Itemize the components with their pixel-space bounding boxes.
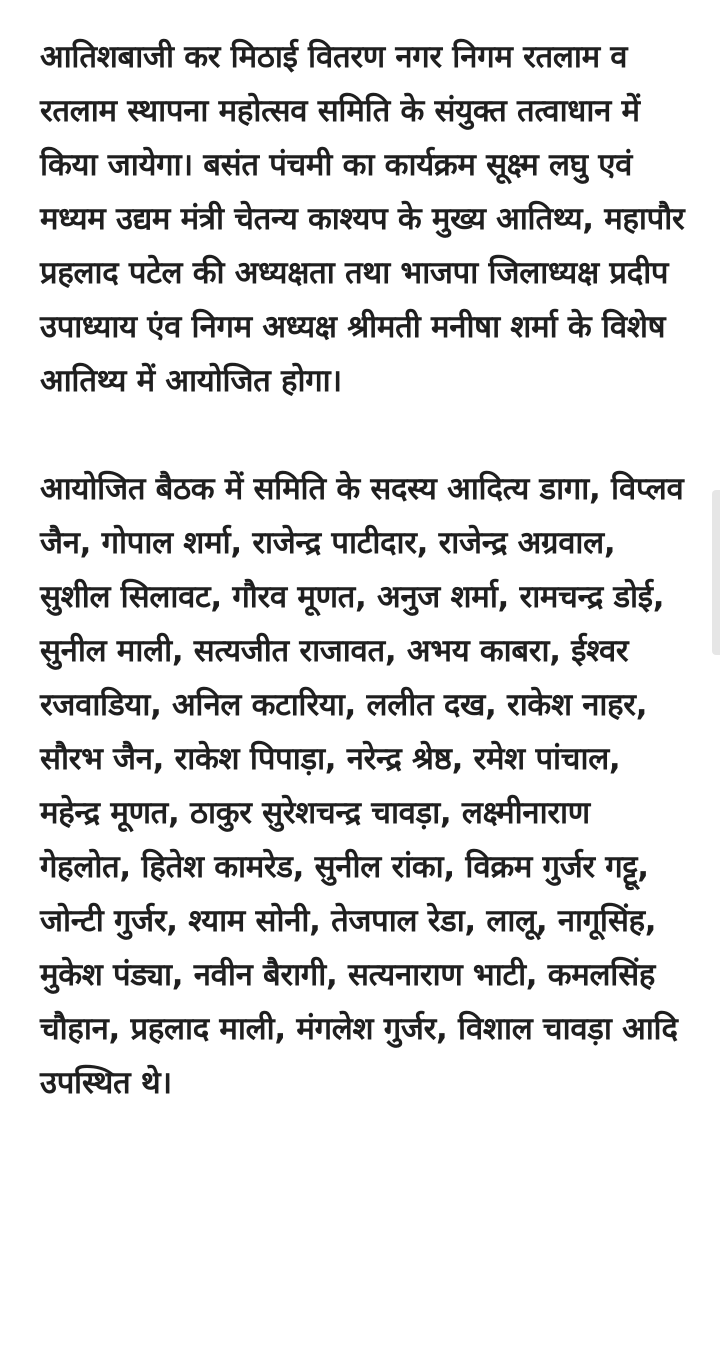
article-paragraph-1: आतिशबाजी कर मिठाई वितरण नगर निगम रतलाम व रतलाम स्थापना महोत्सव समिति के संयुक्त तत्वाधान में किया जायेगा। बसंत पंचमी का कार्यक्रम सूक्ष्म लघु एवं मध्यम उद्यम मंत्री चेतन्य काश्यप के मुख्य आतिथ्य, महापौर प्रहलाद पटेल की अध्यक्षता तथा भाजपा जिलाध्यक्ष प्रदीप उपाध्याय एंव निगम अध्यक्ष श्रीमती मनीषा शर्मा के विशेष आतिथ्य में आयोजित होगा। (40, 39, 685, 399)
scrollbar-thumb[interactable] (712, 490, 720, 655)
article-paragraph-2: आयोजित बैठक में समिति के सदस्य आदित्य डागा, विप्लव जैन, गोपाल शर्मा, राजेन्द्र पाटीदार, राजेन्द्र अग्रवाल, सुशील सिलावट, गौरव मूणत, अनुज शर्मा, रामचन्द्र डोई, सुनील माली, सत्यजीत राजावत, अभय काबरा, ईश्वर रजवाडिया, अनिल कटारिया, ललीत दख, राकेश नाहर, सौरभ जैन, राकेश पिपाड़ा, नरेन्द्र श्रेष्ठ, रमेश पांचाल, महेन्द्र मूणत, ठाकुर सुरेशचन्द्र चावड़ा, लक्ष्मीनाराण गेहलोत, हितेश कामरेड, सुनील रांका, विक्रम गुर्जर गट्टू, जोन्टी गुर्जर, श्याम सोनी, तेजपाल रेडा, लालू, नागूसिंह, मुकेश पंड्या, नवीन बैरागी, सत्यनाराण भाटी, कमलसिंह चौहान, प्रहलाद माली, मंगलेश गुर्जर, विशाल चावड़ा आदि उपस्थित थे। (40, 471, 684, 1101)
article-body (40, 30, 690, 1110)
